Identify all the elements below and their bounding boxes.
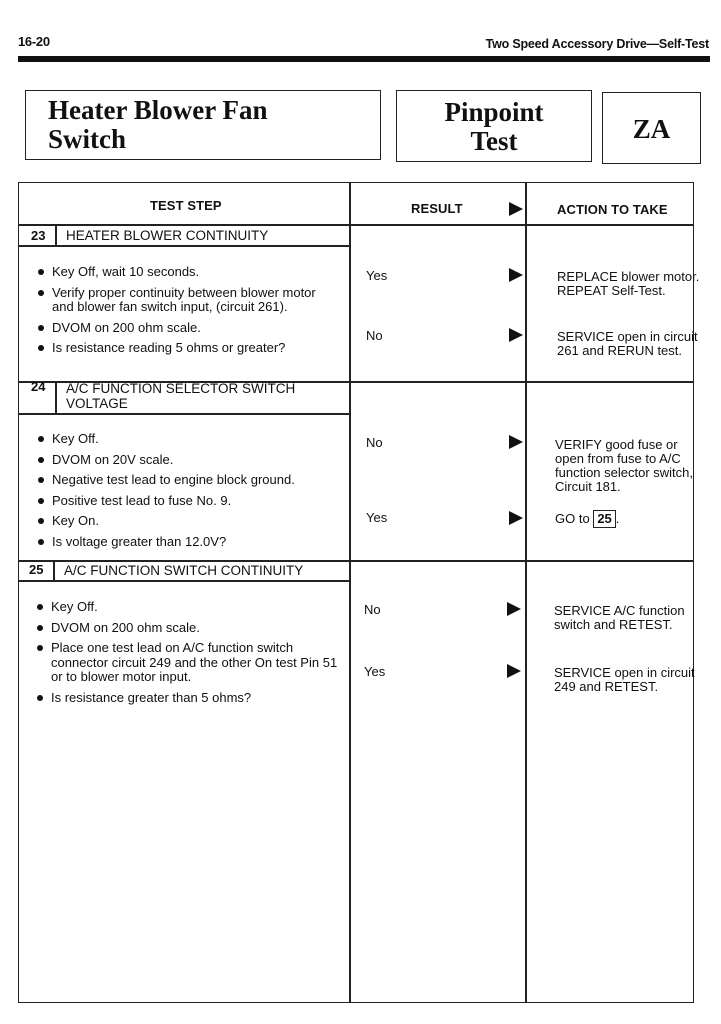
result-arrow-icon <box>509 202 523 216</box>
procedure-item: Negative test lead to engine block ground. <box>37 473 337 488</box>
step-25-number-divider <box>53 560 55 580</box>
header-row-divider <box>18 224 694 226</box>
action-text: VERIFY good fuse or open from fuse to A/C function selector switch, Circuit 181. <box>555 437 694 494</box>
result-arrow-icon <box>509 511 523 525</box>
test-title-line2: Switch <box>48 124 127 154</box>
step-23-procedure <box>37 265 337 356</box>
result-arrow-icon <box>509 328 523 342</box>
action-text: SERVICE open in circuit 249 and RETEST. <box>554 665 695 694</box>
procedure-item: Positive test lead to fuse No. 9. <box>37 494 337 509</box>
procedure-item: Is voltage greater than 12.0V? <box>37 535 337 550</box>
col-header-result: RESULT <box>411 201 463 216</box>
pinpoint-line2: Test <box>470 126 518 156</box>
result-no: No <box>366 435 383 450</box>
column-divider-action <box>525 182 527 1003</box>
step-number: 23 <box>31 228 46 243</box>
step-24-procedure <box>37 432 337 549</box>
test-code-box: ZA <box>602 92 701 164</box>
procedure-item: Is resistance greater than 5 ohms? <box>36 691 338 706</box>
procedure-item: Key Off. <box>37 432 337 447</box>
step-25-procedure <box>36 600 338 705</box>
result-arrow-icon <box>507 602 521 616</box>
result-arrow-icon <box>507 664 521 678</box>
procedure-item: DVOM on 20V scale. <box>37 453 337 468</box>
procedure-item: Verify proper continuity between blower motor and blower fan switch input, (circuit 261). <box>37 286 337 315</box>
action-text: SERVICE A/C function switch and RETEST. <box>554 603 685 632</box>
step-23-number-divider <box>55 224 57 245</box>
action-text: GO to <box>555 511 590 526</box>
test-title-box <box>25 90 381 160</box>
result-arrow-icon <box>509 435 523 449</box>
page-number: 16-20 <box>18 34 50 49</box>
step-title: A/C FUNCTION SELECTOR SWITCH VOLTAGE <box>66 381 296 411</box>
step-number: 24 <box>31 379 46 394</box>
step-number: 25 <box>29 562 44 577</box>
pinpoint-line1: Pinpoint <box>444 97 544 127</box>
procedure-item: DVOM on 200 ohm scale. <box>37 321 337 336</box>
result-yes: Yes <box>366 268 388 283</box>
result-no: No <box>366 328 383 343</box>
pinpoint-test-box <box>396 90 592 162</box>
procedure-item: Is resistance reading 5 ohms or greater? <box>37 341 337 356</box>
test-title-line1: Heater Blower Fan <box>48 95 268 125</box>
step-title: A/C FUNCTION SWITCH CONTINUITY <box>64 563 304 578</box>
procedure-item: Key Off. <box>36 600 338 615</box>
procedure-item: Key Off, wait 10 seconds. <box>37 265 337 280</box>
result-arrow-icon <box>509 268 523 282</box>
result-yes: Yes <box>366 510 388 525</box>
step-24-title-underline <box>18 413 349 415</box>
col-header-test-step: TEST STEP <box>150 198 222 213</box>
step-reference-link[interactable]: 25 <box>593 510 615 528</box>
step-24-number-divider <box>55 381 57 413</box>
procedure-item: Place one test lead on A/C function switch connector circuit 249 and the other On test Pin 51 or to blower motor input. <box>36 641 338 685</box>
result-no: No <box>364 602 381 617</box>
step-25-title-underline <box>18 580 349 582</box>
step-divider <box>18 560 694 562</box>
procedure-item: DVOM on 200 ohm scale. <box>36 621 338 636</box>
action-suffix: . <box>615 511 620 526</box>
step-23-title-underline <box>18 245 349 247</box>
step-title: HEATER BLOWER CONTINUITY <box>66 228 269 243</box>
result-yes: Yes <box>364 664 386 679</box>
action-text: SERVICE open in circuit 261 and RERUN test. <box>557 329 698 358</box>
running-title: Two Speed Accessory Drive—Self-Test <box>485 37 709 51</box>
action-go-to <box>555 510 705 528</box>
column-divider-result <box>349 182 351 1003</box>
header-rule <box>18 56 710 62</box>
col-header-action: ACTION TO TAKE <box>557 202 668 217</box>
action-text: REPLACE blower motor. REPEAT Self-Test. <box>557 269 700 298</box>
procedure-item: Key On. <box>37 514 337 529</box>
